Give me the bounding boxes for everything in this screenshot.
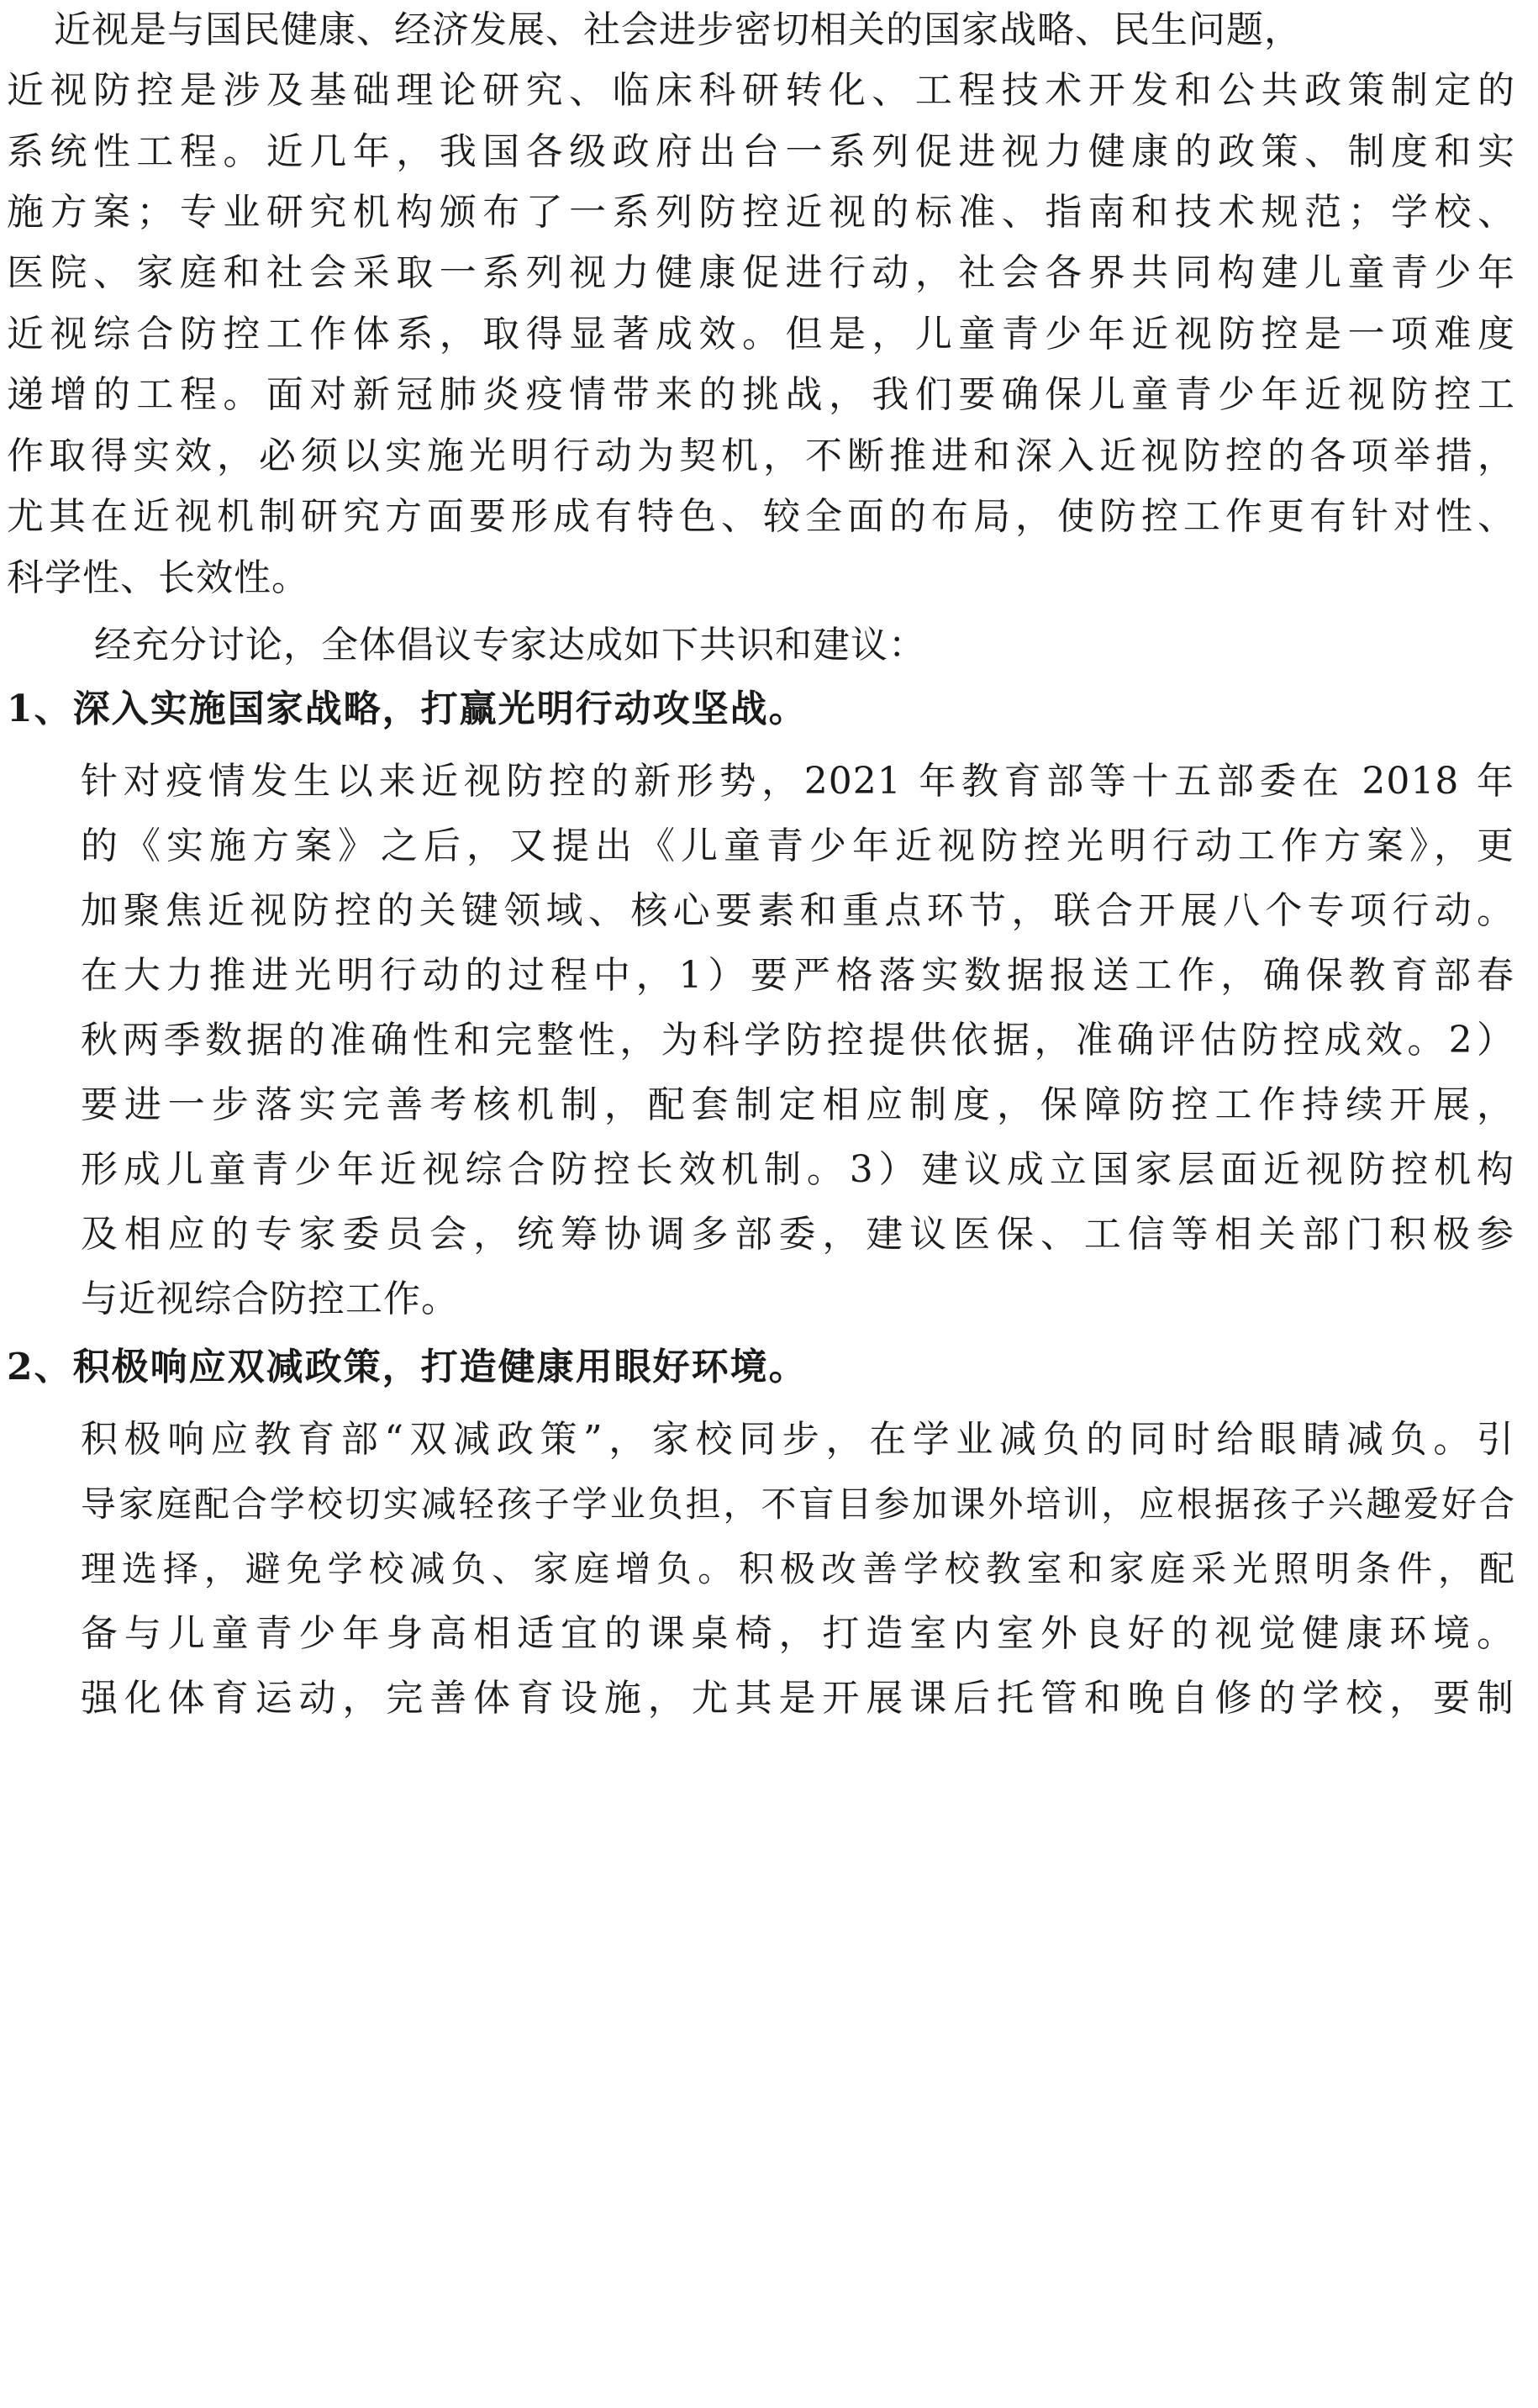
text-line: 理选择，避免学校减负、家庭增负。积极改善学校教室和家庭采光照明条件，配 bbox=[81, 1548, 1514, 1589]
text-line: 的《实施方案》之后，又提出《儿童青少年近视防控光明行动工作方案》，更 bbox=[81, 825, 1514, 867]
text-line: 近视综合防控工作体系，取得显著成效。但是，儿童青少年近视防控是一项难度 bbox=[7, 313, 1515, 356]
section-heading: 1、深入实施国家战略，打赢光明行动攻坚战。 bbox=[7, 688, 808, 730]
text-line: 在大力推进光明行动的过程中，1）要严格落实数据报送工作，确保教育部春 bbox=[81, 954, 1514, 997]
text-line: 近视防控是涉及基础理论研究、临床科研转化、工程技术开发和公共政策制定的 bbox=[7, 69, 1515, 112]
text-line: 与近视综合防控工作。 bbox=[81, 1278, 459, 1320]
text-line: 及相应的专家委员会，统筹协调多部委，建议医保、工信等相关部门积极参 bbox=[81, 1213, 1514, 1256]
text-line: 强化体育运动，完善体育设施，尤其是开展课后托管和晚自修的学校，要制 bbox=[81, 1677, 1514, 1720]
text-line: 作取得实效，必须以实施光明行动为契机，不断推进和深入近视防控的各项举措， bbox=[7, 435, 1515, 477]
text-line: 秋两季数据的准确性和完整性，为科学防控提供依据，准确评估防控成效。2） bbox=[81, 1019, 1514, 1062]
text-line: 针对疫情发生以来近视防控的新形势，2021 年教育部等十五部委在 2018 年 bbox=[81, 760, 1514, 803]
text-line: 要进一步落实完善考核机制，配套制定相应制度，保障防控工作持续开展， bbox=[81, 1083, 1514, 1126]
text-line: 备与儿童青少年身高相适宜的课桌椅，打造室内室外良好的视觉健康环境。 bbox=[81, 1612, 1514, 1655]
text-line: 医院、家庭和社会采取一系列视力健康促进行动，社会各界共同构建儿童青少年 bbox=[7, 251, 1515, 294]
text-line: 系统性工程。近几年，我国各级政府出台一系列促进视力健康的政策、制度和实 bbox=[7, 130, 1515, 173]
text-line: 近视是与国民健康、经济发展、社会进步密切相关的国家战略、民生问题， bbox=[54, 8, 1302, 51]
text-line: 科学性、长效性。 bbox=[7, 556, 309, 599]
text-line: 形成儿童青少年近视综合防控长效机制。3）建议成立国家层面近视防控机构 bbox=[81, 1148, 1514, 1191]
text-line: 导家庭配合学校切实减轻孩子学业负担，不盲目参加课外培训，应根据孩子兴趣爱好合 bbox=[81, 1483, 1514, 1525]
section-heading: 2、积极响应双减政策，打造健康用眼好环境。 bbox=[7, 1346, 808, 1388]
text-line: 积极响应教育部“双减政策”，家校同步，在学业减负的同时给眼睛减负。引 bbox=[81, 1418, 1514, 1461]
text-line: 递增的工程。面对新冠肺炎疫情带来的挑战，我们要确保儿童青少年近视防控工 bbox=[7, 373, 1515, 416]
consensus-line: 经充分讨论，全体倡议专家达成如下共识和建议： bbox=[94, 624, 926, 667]
text-line: 尤其在近视机制研究方面要形成有特色、较全面的布局，使防控工作更有针对性、 bbox=[7, 495, 1515, 538]
text-line: 加聚焦近视防控的关键领域、核心要素和重点环节，联合开展八个专项行动。 bbox=[81, 889, 1514, 932]
text-line: 施方案；专业研究机构颁布了一系列防控近视的标准、指南和技术规范；学校、 bbox=[7, 191, 1515, 234]
